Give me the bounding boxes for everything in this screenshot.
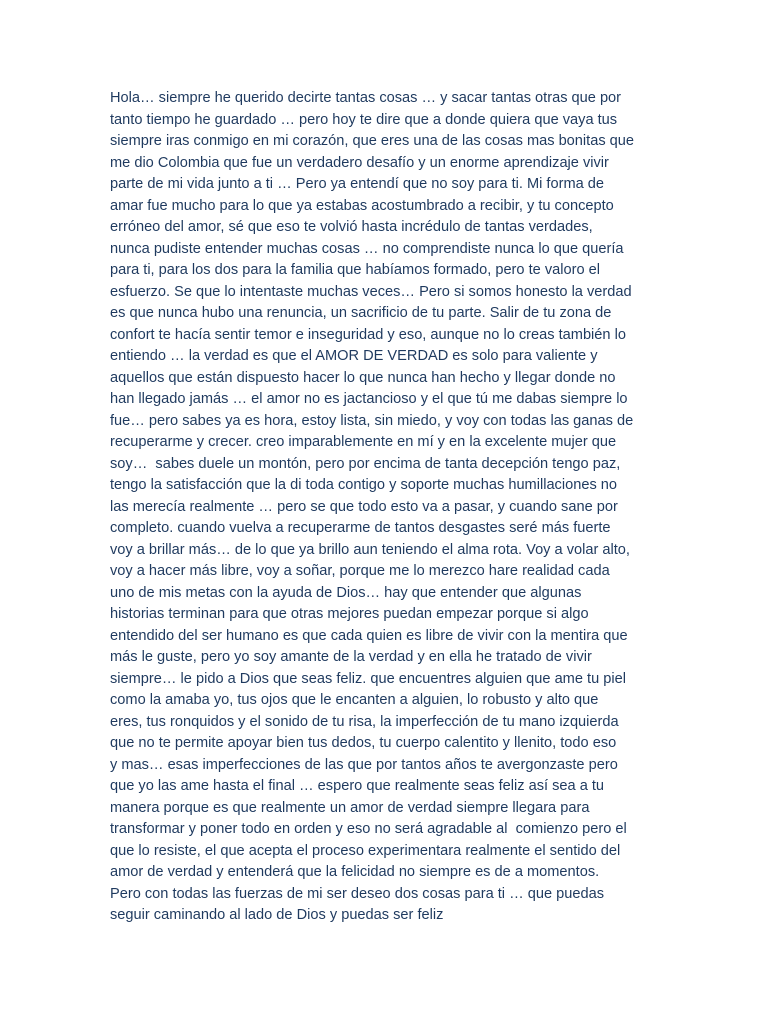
text-line: fue… pero sabes ya es hora, estoy lista, sin miedo, y voy con todas las ganas de	[110, 412, 634, 429]
text-line: es que nunca hubo una renuncia, un sacrificio de tu parte. Salir de tu zona de	[110, 305, 612, 321]
text-line: tanto tiempo he guardado … pero hoy te dire que a donde quiera que vaya tus	[110, 111, 618, 128]
text-line: voy a hacer más libre, voy a soñar, porque me lo merezco hare realidad cada	[110, 563, 610, 579]
text-line: han llegado jamás … el amor no es jactancioso y el que tú me dabas siempre lo	[110, 391, 628, 407]
text-line: siempre iras conmigo en mi corazón, que eres una de las cosas mas bonitas que	[110, 133, 635, 149]
text-line: confort te hacía sentir temor e inseguridad y eso, aunque no lo creas también lo	[110, 326, 626, 343]
text-line: para ti, para los dos para la familia que habíamos formado, pero te valoro el	[110, 262, 600, 278]
text-line: transformar y poner todo en orden y eso no será agradable al comienzo pero el	[110, 821, 627, 837]
text-line: esfuerzo. Se que lo intentaste muchas veces… Pero si somos honesto la verdad	[110, 283, 632, 300]
text-line: completo. cuando vuelva a recuperarme de tantos desgastes seré más fuerte	[110, 520, 611, 536]
text-line: Hola… siempre he querido decirte tantas cosas … y sacar tantas otras que por	[110, 90, 622, 106]
text-line: entiendo … la verdad es que el AMOR DE VERDAD es solo para valiente y	[110, 348, 598, 364]
text-line: erróneo del amor, sé que eso te volvió hasta incrédulo de tantas verdades,	[110, 219, 593, 235]
text-line: eres, tus ronquidos y el sonido de tu risa, la imperfección de tu mano izquierda	[110, 713, 619, 730]
text-line: Pero con todas las fuerzas de mi ser deseo dos cosas para ti … que puedas	[110, 885, 605, 902]
text-line: entendido del ser humano es que cada quien es libre de vivir con la mentira que	[110, 627, 628, 644]
text-line: amar fue mucho para lo que ya estabas acostumbrado a recibir, y tu concepto	[110, 197, 614, 214]
text-line: que no te permite apoyar bien tus dedos, tu cuerpo calentito y llenito, todo eso	[110, 735, 617, 751]
text-line: como la amaba yo, tus ojos que le encanten a alguien, lo robusto y alto que	[110, 692, 599, 708]
text-line: aquellos que están dispuesto hacer lo que nunca han hecho y llegar donde no	[110, 369, 616, 386]
letter-body	[110, 88, 670, 927]
text-line: tengo la satisfacción que la di toda contigo y soporte muchas humillaciones no	[110, 477, 618, 493]
text-line: voy a brillar más… de lo que ya brillo aun teniendo el alma rota. Voy a volar alto,	[110, 541, 630, 558]
text-line: más le guste, pero yo soy amante de la verdad y en ella he tratado de vivir	[110, 649, 592, 665]
text-line: que yo las ame hasta el final … espero que realmente seas feliz así sea a tu	[110, 778, 605, 794]
text-line: recuperarme y crecer. creo imparablemente en mí y en la excelente mujer que	[110, 434, 617, 450]
text-line: que lo resiste, el que acepta el proceso experimentara realmente el sentido del	[110, 842, 621, 859]
text-line: manera porque es que realmente un amor de verdad siempre llegara para	[110, 799, 590, 816]
text-line: soy… sabes duele un montón, pero por encima de tanta decepción tengo paz,	[110, 455, 621, 472]
text-line: me dio Colombia que fue un verdadero desafío y un enorme aprendizaje vivir	[110, 154, 609, 171]
text-line: y mas… esas imperfecciones de las que por tantos años te avergonzaste pero	[110, 756, 618, 773]
text-line: amor de verdad y entenderá que la felicidad no siempre es de a momentos.	[110, 864, 600, 880]
text-line: nunca pudiste entender muchas cosas … no comprendiste nunca lo que quería	[110, 240, 624, 257]
text-line: historias terminan para que otras mejores puedan empezar porque si algo	[110, 606, 589, 622]
text-line: uno de mis metas con la ayuda de Dios… hay que entender que algunas	[110, 584, 582, 601]
text-line: parte de mi vida junto a ti … Pero ya entendí que no soy para ti. Mi forma de	[110, 176, 605, 192]
text-line: seguir caminando al lado de Dios y puedas ser feliz	[110, 907, 444, 923]
text-line: las merecía realmente … pero se que todo esto va a pasar, y cuando sane por	[110, 498, 618, 515]
text-line: siempre… le pido a Dios que seas feliz. que encuentres alguien que ame tu piel	[110, 670, 626, 687]
